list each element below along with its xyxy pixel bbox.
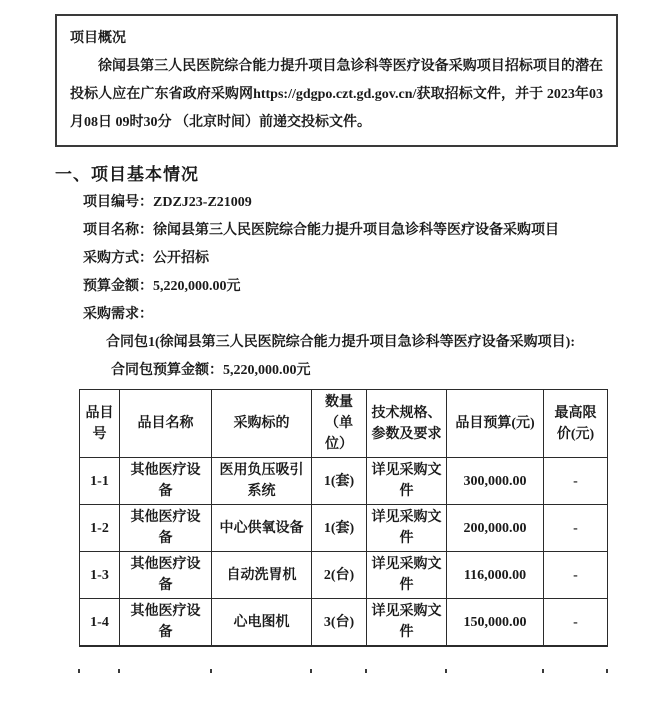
package-budget-value: 5,220,000.00元 [223, 363, 311, 378]
cell-item-no: 1-2 [80, 505, 120, 552]
cell-quantity: 2(台) [312, 552, 367, 599]
tick-mark [210, 669, 212, 673]
cell-tech-spec: 详见采购文件 [367, 505, 447, 552]
cell-max-price: - [544, 552, 608, 599]
cell-procurement-target: 中心供氧设备 [212, 505, 312, 552]
cell-item-name: 其他医疗设备 [120, 552, 212, 599]
cell-procurement-target: 心电图机 [212, 599, 312, 647]
cell-tech-spec: 详见采购文件 [367, 458, 447, 505]
cell-tech-spec: 详见采购文件 [367, 552, 447, 599]
cell-item-name: 其他医疗设备 [120, 599, 212, 647]
project-name-label: 项目名称： [83, 223, 153, 238]
package-budget-label: 合同包预算金额： [111, 363, 223, 378]
tick-mark [445, 669, 447, 673]
cell-item-budget: 150,000.00 [447, 599, 544, 647]
items-table [79, 389, 608, 647]
tick-mark [310, 669, 312, 673]
document-page [0, 14, 657, 720]
procurement-method-value: 公开招标 [153, 251, 209, 266]
cell-procurement-target: 医用负压吸引系统 [212, 458, 312, 505]
basic-info-fields [83, 189, 618, 385]
section-heading: 一、项目基本情况 [55, 165, 199, 184]
table-row [80, 458, 608, 505]
cell-item-budget: 116,000.00 [447, 552, 544, 599]
project-number-value: ZDZJ23-Z21009 [153, 195, 252, 210]
tick-mark [78, 669, 80, 673]
table-row [80, 599, 608, 647]
project-name-value: 徐闻县第三人民医院综合能力提升项目急诊科等医疗设备采购项目 [153, 223, 559, 238]
cell-max-price: - [544, 599, 608, 647]
cell-item-budget: 200,000.00 [447, 505, 544, 552]
cell-max-price: - [544, 458, 608, 505]
project-number-label: 项目编号： [83, 195, 153, 210]
field-project-name [83, 217, 618, 245]
header-procurement-target: 采购标的 [212, 390, 312, 458]
cell-quantity: 1(套) [312, 458, 367, 505]
cell-max-price: - [544, 505, 608, 552]
header-item-budget: 品目预算(元) [447, 390, 544, 458]
field-procurement-method [83, 245, 618, 273]
field-budget-amount [83, 273, 618, 301]
tick-mark [365, 669, 367, 673]
cell-item-no: 1-4 [80, 599, 120, 647]
overview-title: 项目概况 [70, 31, 126, 46]
header-item-name: 品目名称 [120, 390, 212, 458]
tick-mark [542, 669, 544, 673]
cell-item-name: 其他医疗设备 [120, 505, 212, 552]
budget-amount-value: 5,220,000.00元 [153, 279, 241, 294]
cell-procurement-target: 自动洗胃机 [212, 552, 312, 599]
contract-package-line: 合同包1(徐闻县第三人民医院综合能力提升项目急诊科等医疗设备采购项目): [106, 335, 575, 350]
cell-item-budget: 300,000.00 [447, 458, 544, 505]
header-quantity: 数量（单位） [312, 390, 367, 458]
tick-mark [606, 669, 608, 673]
table-row [80, 505, 608, 552]
table-row [80, 552, 608, 599]
header-max-price: 最高限价(元) [544, 390, 608, 458]
overview-paragraph: 徐闻县第三人民医院综合能力提升项目急诊科等医疗设备采购项目招标项目的潜在投标人应在广东省政府采购网https://gdgpo.czt.gd.gov.cn/获取招标文件，并于 2023年03月08日 09时30分 （北京时间）前递交投标文件。 [70, 59, 603, 130]
procurement-method-label: 采购方式： [83, 251, 153, 266]
project-overview-box [55, 14, 618, 147]
cell-item-no: 1-1 [80, 458, 120, 505]
cell-item-name: 其他医疗设备 [120, 458, 212, 505]
procurement-demand-label: 采购需求： [83, 307, 153, 322]
cell-item-no: 1-3 [80, 552, 120, 599]
header-item-no: 品目号 [80, 390, 120, 458]
field-package-budget [83, 357, 618, 385]
table-header-row [80, 390, 608, 458]
cell-tech-spec: 详见采购文件 [367, 599, 447, 647]
header-tech-spec: 技术规格、参数及要求 [367, 390, 447, 458]
budget-amount-label: 预算金额： [83, 279, 153, 294]
field-procurement-demand [83, 301, 618, 329]
table-continuation-ticks [79, 669, 607, 674]
tick-mark [118, 669, 120, 673]
field-project-number [83, 189, 618, 217]
cell-quantity: 1(套) [312, 505, 367, 552]
cell-quantity: 3(台) [312, 599, 367, 647]
